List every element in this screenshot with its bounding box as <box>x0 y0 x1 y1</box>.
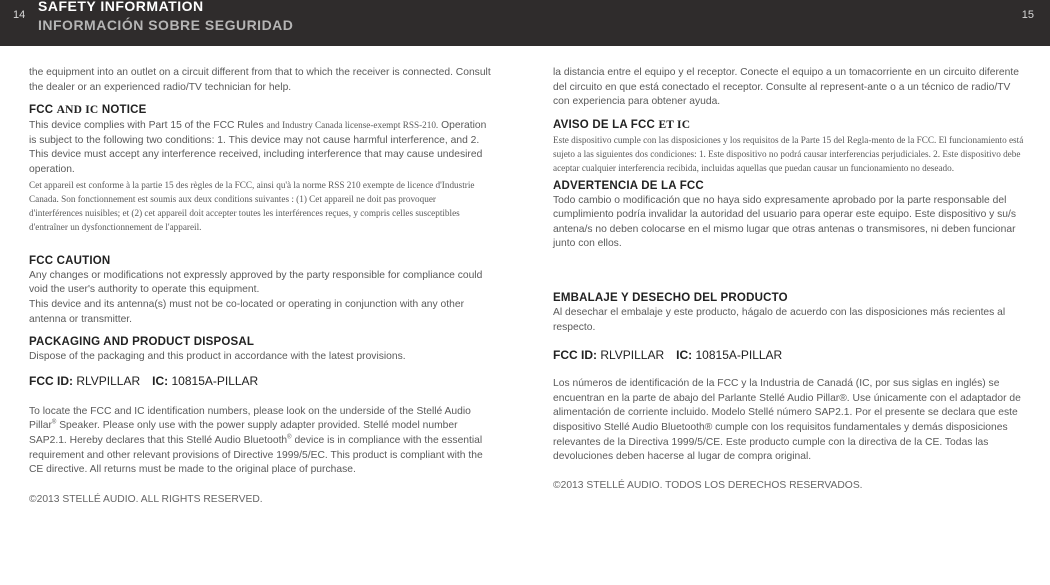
copyright-english: ©2013 STELLÉ AUDIO. ALL RIGHTS RESERVED. <box>29 493 263 505</box>
embalaje-paragraph: Al desechar el embalaje y este producto, hágalo de acuerdo con las disposiciones más recientes al respecto. <box>553 307 1006 333</box>
fcc-id-line: FCC ID: RLVPILLAR IC: 10815A-PILLAR <box>29 373 259 388</box>
section-title <box>38 0 293 35</box>
title-english: SAFETY INFORMATION <box>38 0 204 14</box>
locate-paragraph: To locate the FCC and IC identification numbers, please look on the underside of the Stellé Audio Pillar® Speaker. Please only use with the power supply adapter provided. Stellé model number SAP2.1. Hereby declares that this Stellé Audio Bluetooth® device is in compliance with the essential requirement and other relevant provisions of Directive 1999/5/EC. This product is compliant with the CE directive. All returns must be made to the original place of purchase. <box>29 405 483 476</box>
fcc-ic-notice-heading: FCC AND IC NOTICE <box>29 104 147 117</box>
embalaje-heading: EMBALAJE Y DESECHO DEL PRODUCTO <box>553 292 788 305</box>
page-number-left: 14 <box>13 9 26 21</box>
fcc-id-line-es: FCC ID: RLVPILLAR IC: 10815A-PILLAR <box>553 348 783 363</box>
english-column <box>29 66 491 507</box>
aviso-paragraph: Este dispositivo cumple con las disposiciones y los requisitos de la Parte 15 del Regla-mento de la FCC. El funcionamiento está sujeto a las siguientes dos condiciones: 1. Este dispositivo no podrá causar interferencias perjudiciales. 2. Este dispositivo debe aceptar cualquier interferencia recibida, incluidas aquellas que puedan causar un funcionamiento no deseado. <box>553 134 1024 174</box>
notice-french-paragraph: Cet appareil est conforme à la partie 15 des règles de la FCC, ainsi qu'à la norme RSS 210 exempte de licence d'Industrie Canada. Son fonctionnement est soumis aux deux conditions suivantes : (1) Cet appareil ne doit pas provoquer d'interférences nuisibles; et (2) cet appareil doit accepter toutes les interférences reçues, y compris celles susceptibles d'entraîner un dysfonctionnement de l'appareil. <box>29 179 475 233</box>
intro-paragraph-es: la distancia entre el equipo y el receptor. Conecte el equipo a un tomacorriente en un circuito diferente del circuito en que está conectado el receptor. Consulte al represent-ante o a un técnico de radio/TV con experiencia para obtener ayuda. <box>553 67 1019 108</box>
header-bar <box>0 0 1050 46</box>
intro-paragraph: the equipment into an outlet on a circuit different from that to which the receiver is connected. Consult the dealer or an experienced radio/TV technician for help. <box>29 67 491 93</box>
title-spanish: INFORMACIÓN SOBRE SEGURIDAD <box>38 17 294 33</box>
spanish-column <box>553 66 1025 493</box>
advertencia-paragraph: Todo cambio o modificación que no haya sido expresamente aprobado por la parte responsable del cumplimiento podría invalidar la autoridad del usuario para operar este equipo. Este dispositivo y su/s antena/s no deben colocarse en el mismo lugar que otras antenas o transmisores, ni deben funcionar junto con ellos. <box>553 194 1017 250</box>
numeros-paragraph: Los números de identificación de la FCC y la Industria de Canadá (IC, por sus siglas en inglés) se encuentran en la parte de abajo del Parlante Stellé Audio Pillar®. Use únicamente con el adaptador de alimentación de corriente incluido. Modelo Stellé número SAP2.1. Por el presente se declara que este dispositivo Stellé Audio Bluetooth® cumple con los requisitos fundamentales y demás disposiciones relevantes de la Directiva 1999/5/CE. Este producto cumple con la directiva de la CE. Todas las devoluciones deben hacerse al lugar de compra original. <box>553 378 1021 463</box>
packaging-heading: PACKAGING AND PRODUCT DISPOSAL <box>29 336 255 349</box>
advertencia-heading: ADVERTENCIA DE LA FCC <box>553 179 704 192</box>
caution-paragraph-2: This device and its antenna(s) must not be co-located or operating in conjunction with any other antenna or transmitter. <box>29 298 465 325</box>
copyright-spanish: ©2013 STELLÉ AUDIO. TODOS LOS DERECHOS RESERVADOS. <box>553 479 863 491</box>
notice-paragraph: This device complies with Part 15 of the FCC Rules and Industry Canada license-exempt RSS-210. Operation is subject to the following two conditions: 1. This device may not cause harmful interference, and 2. This device must accept any interference received, including interference that may cause undesired operation. <box>29 120 487 175</box>
page-number-right: 15 <box>1021 9 1034 21</box>
packaging-paragraph: Dispose of the packaging and this product in accordance with the latest provisions. <box>29 351 406 363</box>
caution-paragraph-1: Any changes or modifications not expressly approved by the party responsible for compliance could void the user's authority to operate this equipment. <box>29 269 483 296</box>
aviso-fcc-heading: AVISO DE LA FCC ET IC <box>553 118 691 131</box>
fcc-caution-heading: FCC CAUTION <box>29 254 111 267</box>
